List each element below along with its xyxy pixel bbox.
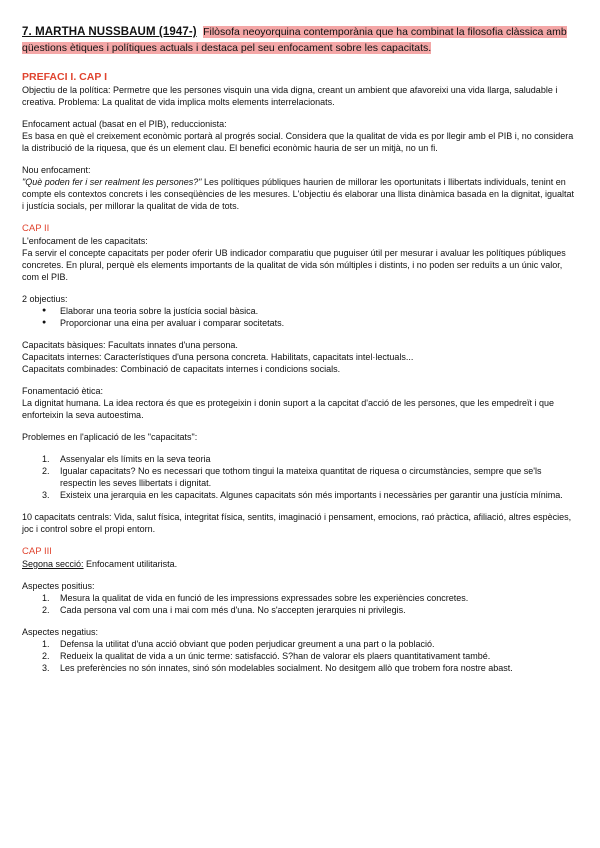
title-block — [22, 24, 578, 56]
subheading-enfocament-capacitats: L'enfocament de les capacitats: — [22, 236, 148, 246]
list-item-text: Assenyalar els límits en la seva teoria — [60, 454, 211, 464]
document-page — [22, 24, 578, 674]
section-heading-prefaci: PREFACI I. CAP I — [22, 71, 107, 83]
list-item — [42, 662, 578, 674]
paragraph-fonamentacio: La dignitat humana. La idea rectora és que es protegeixin i donin suport a la capcitat d'acció de les persones, que les empedreït i que enforteixin la seva autoestima. — [22, 398, 555, 420]
paragraph-enfocament-actual: Es basa en què el creixement econòmic portarà al progrés social. Considera que la qualitat de vida es por llegir amb el PIB i, no considera la distribució de la riquesa, que és un element clau. El benefici econòmic hauria de ser un mitjà, no un fi. — [22, 131, 574, 153]
list-item-text: Cada persona val com una i mai com més d'una. No s'accepten jerarquies ni privilegis. — [60, 605, 406, 615]
paragraph-deu-capacitats: 10 capacitats centrals: Vida, salut física, integritat física, sentits, imaginació i pensament, emocions, raó pràctica, afiliació, altres espècies, joc i control sobre el propi entorn. — [22, 512, 572, 534]
list-item — [42, 650, 578, 662]
subheading-aspectes-positius: Aspectes positius: — [22, 581, 95, 591]
negatius-list — [22, 638, 578, 674]
list-item-text: Mesura la qualitat de vida en funció de les impressions expressades sobre les experiències concretes. — [60, 593, 469, 603]
paragraph-enfocament-capacitats: Fa servir el concepte capacitats per poder oferir UB indicador comparatiu que puguiser útil per mesurar i avaluar les polítiques públiques concretes. En plural, perquè els elements importants de la qualitat de vida són múltiples i distints, i no poden ser reduïts a un únic valor, com el PIB. — [22, 248, 566, 282]
list-number: 1. — [42, 454, 50, 464]
objectius-list — [22, 305, 578, 329]
list-number: 2. — [42, 651, 50, 661]
positius-list — [22, 592, 578, 616]
title-description-highlight: Filòsofa neoyorquina contemporània que ha combinat la filosofia clàssica amb qüestions ètiques i polítiques actuals i destaca pel seu enfocament sobre les capacitats. — [22, 26, 567, 54]
list-item-text: Les preferències no són innates, sinó són modelables socialment. No desitgem allò que trobem fora nostre abast. — [60, 663, 513, 673]
list-item — [42, 465, 578, 489]
capacitats-basiques: Capacitats bàsiques: Facultats innates d'una persona. — [22, 340, 238, 350]
text-nou-enfocament: Les polítiques públiques haurien de millorar les oportunitats i llibertats individuals, tenint en compte els contextos concrets i les conseqüències de les mesures. L'objectiu és elaborar una llista dinàmica basada en la dignitat, igualtat i justícia socials, per millorar la qualitat de vida de tots. — [22, 177, 575, 211]
paragraph-segona-seccio — [22, 558, 578, 570]
list-item-text: Defensa la utilitat d'una acció obviant que poden perjudicar greument a una part o la població. — [60, 639, 435, 649]
list-item — [42, 604, 578, 616]
segona-seccio-text: Enfocament utilitarista. — [83, 559, 178, 569]
list-number: 2. — [42, 605, 50, 615]
list-item-text: Existeix una jerarquia en les capacitats. Algunes capacitats són més importants i necessàries per garantir una justícia mínima. — [60, 490, 563, 500]
list-item — [42, 638, 578, 650]
subheading-enfocament-actual: Enfocament actual (basat en el PIB), reduccionista: — [22, 119, 227, 129]
subheading-nou-enfocament: Nou enfocament: — [22, 165, 91, 175]
list-number: 1. — [42, 639, 50, 649]
paragraph-objectiu: Objectiu de la política: Permetre que les persones visquin una vida digna, creant un ambient que afavoreixi una vida llarga, saludable i creativa. Problema: La qualitat de vida implica molts elements interrelacionats. — [22, 85, 558, 107]
capacitats-internes: Capacitats internes: Característiques d'una persona concreta. Habilitats, capacitats intel·lectuals... — [22, 352, 414, 362]
subheading-aspectes-negatius: Aspectes negatius: — [22, 627, 99, 637]
list-number: 2. — [42, 466, 50, 476]
segona-seccio-label: Segona secció: — [22, 559, 84, 569]
subheading-objectius: 2 objectius: — [22, 294, 68, 304]
list-number: 1. — [42, 593, 50, 603]
problemes-list — [22, 453, 578, 501]
list-item: ● Proporcionar una eina per avaluar i comparar socitetats. — [42, 317, 578, 329]
list-item: ● Elaborar una teoria sobre la justícia social bàsica. — [42, 305, 578, 317]
list-item — [42, 592, 578, 604]
subheading-fonamentacio: Fonamentació ètica: — [22, 386, 104, 396]
capacitats-combinades: Capacitats combinades: Combinació de capacitats internes i condicions socials. — [22, 364, 341, 374]
list-number: 3. — [42, 490, 50, 500]
subheading-problemes: Problemes en l'aplicació de les "capacitats": — [22, 432, 198, 442]
section-heading-cap2: CAP II — [22, 223, 50, 234]
quote-nou-enfocament: "Què poden fer i ser realment les persones?" — [22, 177, 202, 187]
list-item-text: Redueix la qualitat de vida a un únic terme: satisfacció. S?han de valorar els plaers quantitativament també. — [60, 651, 491, 661]
section-heading-cap3: CAP III — [22, 546, 52, 557]
list-item-text: Igualar capacitats? No es necessari que tothom tingui la mateixa quantitat de riquesa o circumstàncies, sempre que se'ls respectin les seves llibertats i dignitat. — [60, 466, 542, 488]
paragraph-nou-enfocament — [22, 176, 578, 212]
list-item — [42, 453, 578, 465]
page-title: 7. MARTHA NUSSBAUM (1947-) — [22, 26, 197, 38]
list-item — [42, 489, 578, 501]
list-number: 3. — [42, 663, 50, 673]
